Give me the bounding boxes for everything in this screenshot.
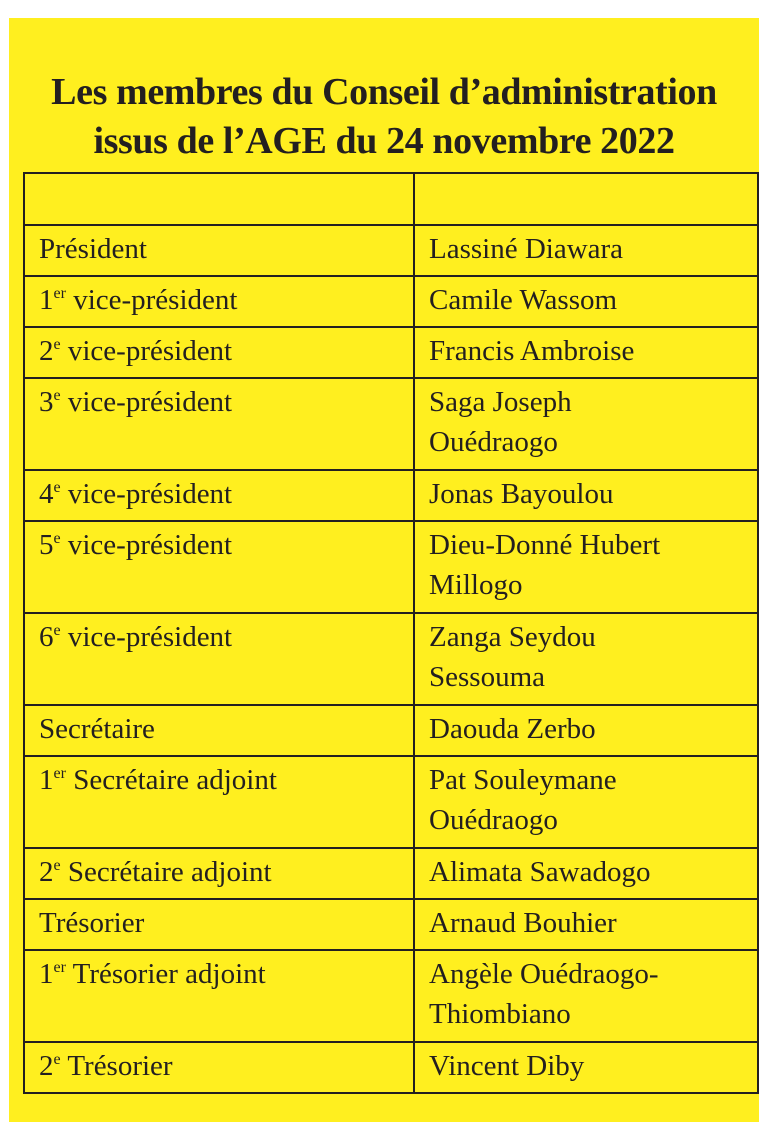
member-name-line-1: Jonas Bayoulou [429, 478, 614, 510]
role-ordinal-suffix: e [53, 622, 61, 639]
member-name-cell [414, 848, 758, 899]
table-row [24, 848, 758, 899]
role-ordinal-suffix: e [53, 336, 61, 353]
role-ordinal-suffix: er [53, 765, 66, 782]
role-label: Trésorier adjoint [65, 958, 266, 990]
role-ordinal-suffix: e [53, 387, 61, 404]
member-name-cell [414, 470, 758, 521]
role-ordinal-number: 2 [39, 335, 54, 367]
role-cell [24, 225, 414, 276]
member-name-line-2: Thiombiano [429, 998, 571, 1030]
role-ordinal-number: 4 [39, 478, 54, 510]
role-label: vice-président [60, 386, 233, 418]
member-name-line-2: Ouédraogo [429, 804, 558, 836]
member-name-cell [414, 521, 758, 613]
table-row [24, 613, 758, 705]
role-cell [24, 327, 414, 378]
role-cell [24, 899, 414, 950]
member-name-cell [414, 756, 758, 848]
table-row [24, 276, 758, 327]
member-name-line-1: Camile Wassom [429, 284, 618, 316]
role-label: vice-président [65, 284, 238, 316]
role-cell [24, 756, 414, 848]
role-label: Trésorier [60, 1050, 173, 1082]
role-label: Secrétaire adjoint [60, 856, 272, 888]
table-row [24, 899, 758, 950]
role-ordinal-number: 1 [39, 764, 54, 796]
role-cell [24, 378, 414, 470]
member-name-line-1: Pat Souleymane [429, 764, 617, 796]
table-row [24, 470, 758, 521]
member-name-line-2: Sessouma [429, 661, 545, 693]
member-name-line-1: Vincent Diby [429, 1050, 585, 1082]
title-line-2: issus de l’AGE du 24 novembre 2022 [93, 120, 675, 162]
role-label: Trésorier [39, 907, 145, 939]
role-cell [24, 705, 414, 756]
page-title [9, 68, 759, 166]
table-row [24, 378, 758, 470]
role-cell [24, 276, 414, 327]
header-cell-role [24, 173, 414, 225]
role-ordinal-suffix: er [53, 285, 66, 302]
member-name-line-2: Millogo [429, 569, 523, 601]
role-ordinal-suffix: er [53, 959, 66, 976]
member-name-line-1: Daouda Zerbo [429, 713, 596, 745]
role-ordinal-number: 1 [39, 284, 54, 316]
role-ordinal-number: 2 [39, 856, 54, 888]
role-ordinal-suffix: e [53, 1051, 61, 1068]
role-ordinal-number: 6 [39, 621, 54, 653]
table-row [24, 756, 758, 848]
table-row [24, 521, 758, 613]
member-name-line-1: Angèle Ouédraogo- [429, 958, 659, 990]
role-cell [24, 1042, 414, 1093]
member-name-line-1: Francis Ambroise [429, 335, 635, 367]
member-name-cell [414, 276, 758, 327]
role-ordinal-suffix: e [53, 479, 61, 496]
member-name-line-1: Saga Joseph [429, 386, 572, 418]
member-name-line-1: Dieu-Donné Hubert [429, 529, 661, 561]
role-cell [24, 521, 414, 613]
table-row [24, 225, 758, 276]
role-ordinal-number: 3 [39, 386, 54, 418]
role-label: Président [39, 233, 147, 265]
member-name-line-1: Zanga Seydou [429, 621, 596, 653]
member-name-cell [414, 378, 758, 470]
member-name-line-2: Ouédraogo [429, 426, 558, 458]
board-members-table [23, 172, 759, 1094]
header-cell-name [414, 173, 758, 225]
member-name-cell [414, 327, 758, 378]
role-cell [24, 470, 414, 521]
role-label: Secrétaire adjoint [65, 764, 277, 796]
role-label: vice-président [60, 478, 233, 510]
table-header-row [24, 173, 758, 225]
member-name-line-1: Lassiné Diawara [429, 233, 624, 265]
role-ordinal-number: 2 [39, 1050, 54, 1082]
role-cell [24, 848, 414, 899]
table-row [24, 705, 758, 756]
member-name-cell [414, 225, 758, 276]
table-row [24, 1042, 758, 1093]
role-ordinal-suffix: e [53, 857, 61, 874]
role-cell [24, 613, 414, 705]
member-name-line-1: Alimata Sawadogo [429, 856, 651, 888]
title-line-1: Les membres du Conseil d’administration [51, 71, 717, 113]
member-name-cell [414, 705, 758, 756]
member-name-cell [414, 613, 758, 705]
role-ordinal-number: 1 [39, 958, 54, 990]
member-name-cell [414, 1042, 758, 1093]
member-name-cell [414, 950, 758, 1042]
member-name-line-1: Arnaud Bouhier [429, 907, 617, 939]
member-name-cell [414, 899, 758, 950]
table-row [24, 327, 758, 378]
role-label: vice-président [60, 335, 233, 367]
role-label: vice-président [60, 529, 233, 561]
table-row [24, 950, 758, 1042]
role-ordinal-number: 5 [39, 529, 54, 561]
role-cell [24, 950, 414, 1042]
role-ordinal-suffix: e [53, 530, 61, 547]
role-label: vice-président [60, 621, 233, 653]
role-label: Secrétaire [39, 713, 155, 745]
